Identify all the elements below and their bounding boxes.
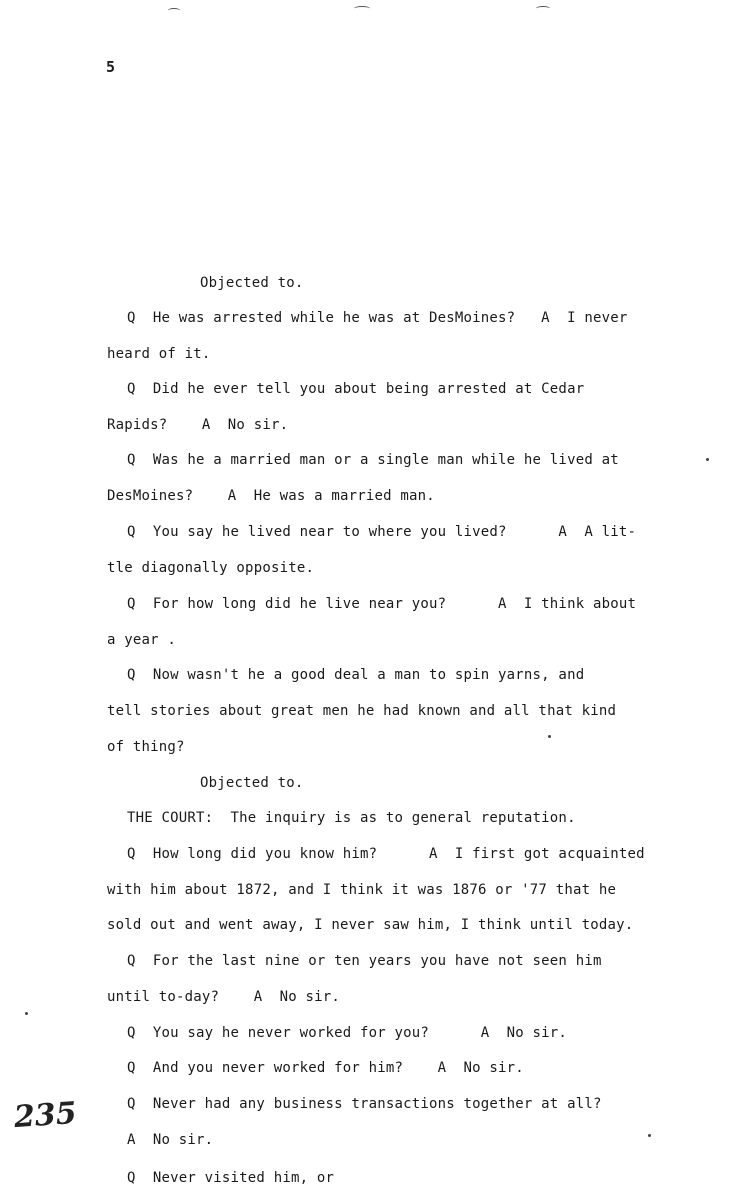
text-line: A No sir.: [127, 1132, 214, 1148]
scan-speck: [25, 1012, 28, 1015]
text-line: a year .: [107, 632, 177, 648]
handwritten-page-number: 235: [12, 1095, 78, 1136]
text-line: Q Now wasn't he a good deal a man to spin yarns, and: [127, 667, 585, 683]
text-line: tell stories about great men he had known and all that kind: [107, 703, 617, 719]
scan-speck: [548, 735, 551, 738]
text-line: Q You say he never worked for you? A No sir.: [127, 1025, 568, 1041]
text-line: THE COURT: The inquiry is as to general reputation.: [127, 810, 576, 826]
text-line: Q Did he ever tell you about being arrested at Cedar: [127, 381, 585, 397]
text-line: with him about 1872, and I think it was 1876 or '77 that he: [107, 882, 617, 898]
text-line: of thing?: [107, 739, 185, 755]
text-line: Q For how long did he live near you? A I think about: [127, 596, 637, 612]
text-line: Q Never had any business transactions together at all?: [127, 1096, 602, 1112]
scan-mark: [536, 6, 550, 11]
scan-mark: [354, 6, 370, 11]
text-line: tle diagonally opposite.: [107, 560, 315, 576]
text-line: sold out and went away, I never saw him, I think until today.: [107, 917, 634, 933]
text-line: Objected to.: [200, 275, 304, 291]
text-line: Q Never visited him, or: [127, 1170, 335, 1186]
text-line: Q And you never worked for him? A No sir.: [127, 1060, 524, 1076]
page-number: 5: [106, 58, 116, 76]
scan-speck: [648, 1134, 651, 1137]
text-line: heard of it.: [107, 346, 211, 362]
text-line: Objected to.: [200, 775, 304, 791]
text-line: Q For the last nine or ten years you have not seen him: [127, 953, 602, 969]
text-line: Q You say he lived near to where you lived? A A lit-: [127, 524, 637, 540]
text-line: until to-day? A No sir.: [107, 989, 340, 1005]
text-line: Q He was arrested while he was at DesMoines? A I never: [127, 310, 628, 326]
text-line: Q How long did you know him? A I first got acquainted: [127, 846, 645, 862]
scan-mark: [168, 8, 180, 13]
text-line: Q Was he a married man or a single man while he lived at: [127, 452, 619, 468]
text-line: DesMoines? A He was a married man.: [107, 488, 435, 504]
text-line: Rapids? A No sir.: [107, 417, 289, 433]
scan-speck: [706, 458, 709, 461]
